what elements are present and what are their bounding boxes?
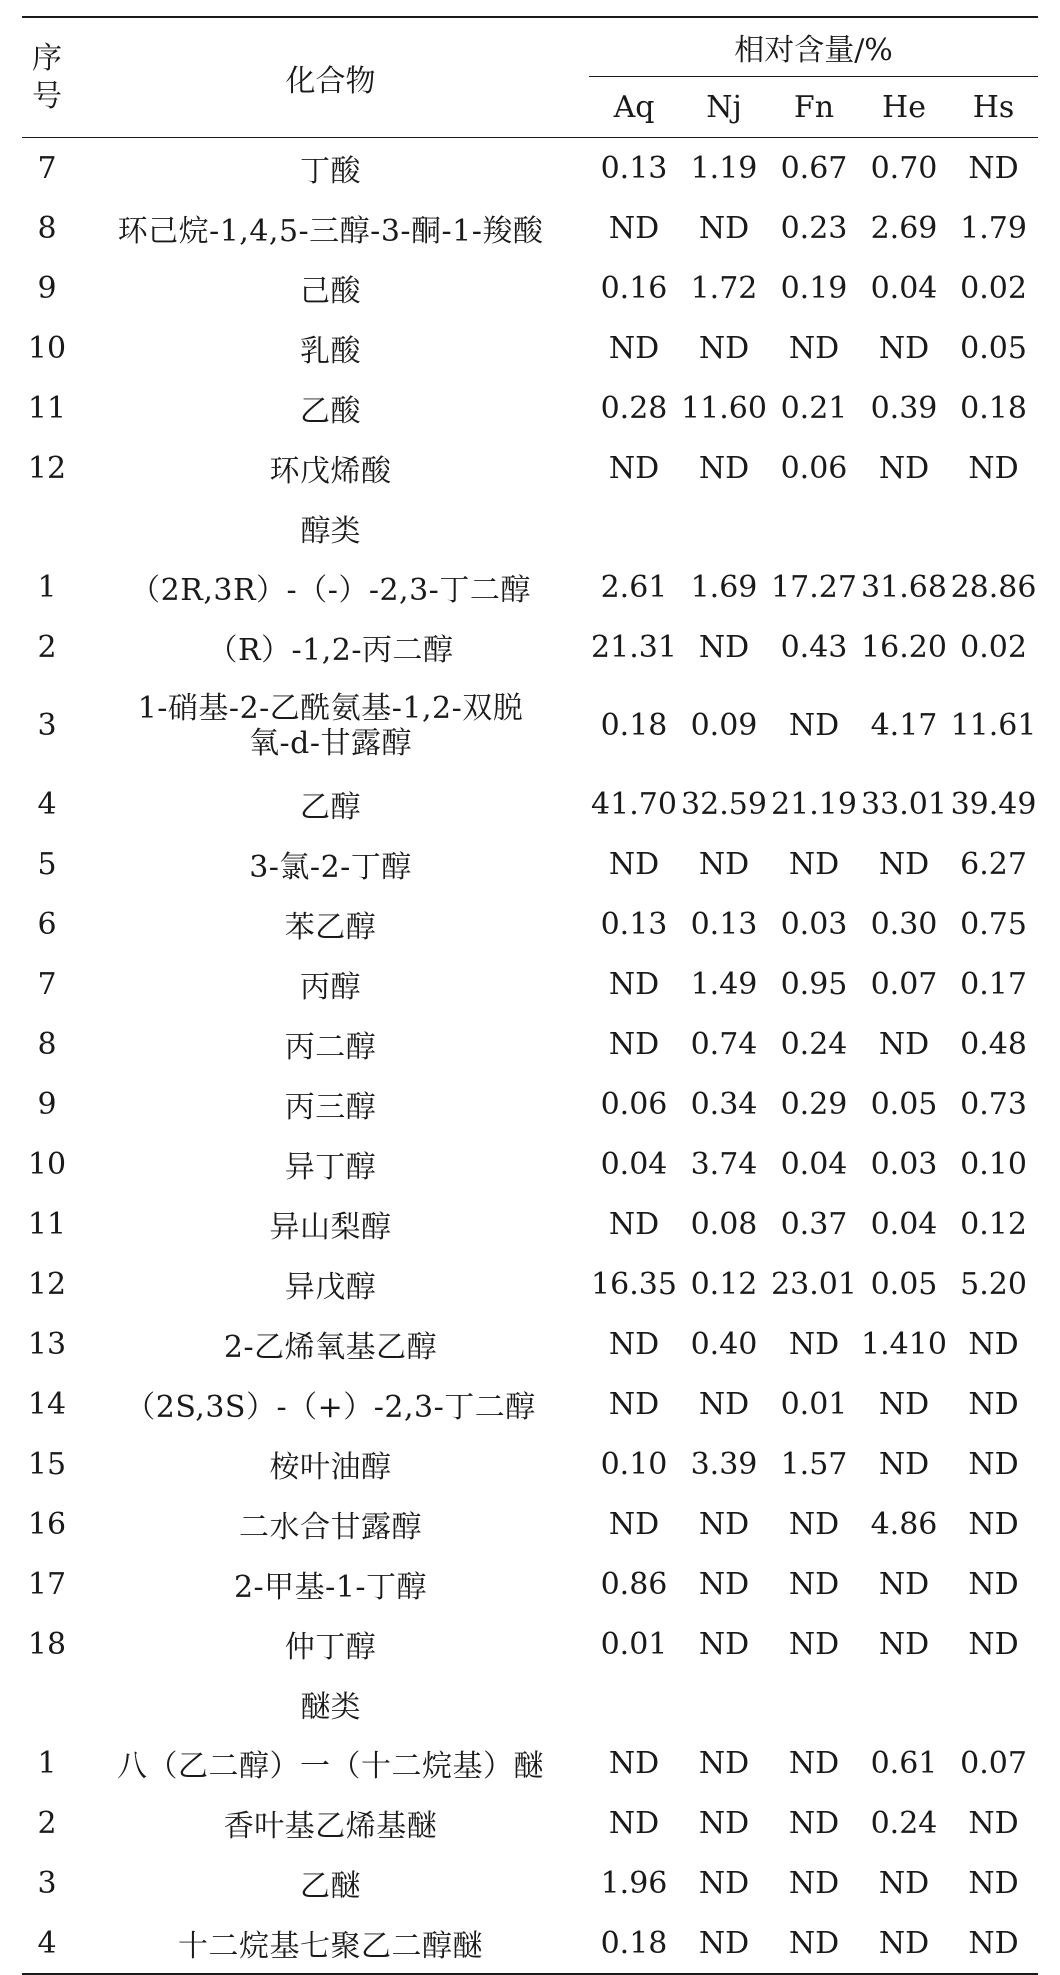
compound-cell: 乙醚 [300,1869,361,1904]
group-label: 醇类 [300,513,361,549]
seq-cell: 7 [37,966,57,1002]
value-cell-aq: 16.35 [591,1266,677,1302]
value-cell-fn: ND [788,1326,840,1362]
value-cell-nj: 1.49 [690,966,758,1002]
value-cell-aq: 0.10 [600,1446,668,1482]
value-cell-fn: 0.67 [780,150,848,186]
value-cell-fn: ND [788,708,840,743]
value-cell-fn: ND [788,1626,840,1662]
value-cell-he: ND [878,1626,930,1662]
value-cell-aq: 0.86 [600,1566,668,1602]
group-label: 醚类 [300,1689,361,1725]
value-cell-hs: ND [968,1865,1019,1901]
table-row [22,1374,1038,1434]
value-cell-nj: ND [698,1745,750,1781]
value-cell-he: 16.20 [861,629,947,665]
value-cell-fn: ND [788,1566,840,1602]
value-cell-nj: 3.74 [690,1146,758,1182]
table-row [22,258,1038,318]
value-cell-hs: ND [968,150,1019,186]
value-cell-hs: 0.17 [960,966,1027,1002]
seq-cell: 8 [37,1026,57,1062]
value-cell-nj: ND [698,1865,750,1901]
compound-cell: 仲丁醇 [284,1630,377,1665]
compound-cell: 十二烷基七聚乙二醇醚 [72,1913,589,1974]
value-cell-fn: 0.19 [780,270,848,306]
seq-cell: 6 [37,906,57,942]
seq-cell: 3 [37,1865,57,1901]
value-cell-hs: 0.18 [960,390,1027,426]
seq-cell: 10 [27,330,67,366]
compound-cell: 环戊烯酸 [269,454,392,489]
value-cell-hs: 11.61 [950,708,1037,743]
value-cell-hs: 0.73 [960,1086,1027,1122]
value-cell-he: ND [878,1386,930,1422]
group-seq-cell [22,1674,72,1733]
seq-cell: 12 [27,450,67,486]
value-cell-hs: ND [968,1326,1019,1362]
compound-cell: 苯乙醇 [284,910,377,945]
compound-header: 化合物 [72,17,589,138]
seq-cell: 9 [37,270,57,306]
value-cell-fn: 0.23 [780,210,848,246]
relative-content-table [22,16,1038,1975]
value-cell-hs: ND [968,1805,1019,1841]
compound-cell: （R）-1,2-丙二醇 [207,633,454,668]
compound-cell: 3-氯-2-丁醇 [249,850,412,885]
value-cell-hs: 0.02 [960,270,1027,306]
table-row [22,1134,1038,1194]
table-row [22,1194,1038,1254]
value-cell-nj: ND [698,1805,750,1841]
value-cell-fn: ND [788,1506,840,1542]
value-cell-aq: ND [608,1386,660,1422]
group-row [22,498,1038,557]
value-cell-nj: ND [698,1506,750,1542]
value-cell-fn: 0.01 [780,1386,848,1422]
value-cell-fn: ND [788,846,840,882]
table-body [22,138,1038,1975]
value-cell-fn: 0.29 [780,1086,848,1122]
table-row [22,1733,1038,1793]
value-cell-nj: ND [698,450,750,486]
value-cell-nj: 1.72 [690,270,758,306]
table-row [22,198,1038,258]
value-cell-nj: 0.74 [690,1026,758,1062]
value-cell-he: ND [878,846,930,882]
table-row [22,318,1038,378]
value-cell-hs: 5.20 [960,1266,1027,1302]
table-row [22,1494,1038,1554]
compound-cell: （2S,3S）-（+）-2,3-丁二醇 [125,1390,536,1425]
value-cell-hs: 0.07 [960,1745,1027,1781]
content-header: 相对含量/% [589,17,1038,77]
seq-cell: 17 [27,1566,67,1602]
value-cell-he: ND [878,1865,930,1901]
value-cell-nj: ND [698,846,750,882]
value-cell-he: 0.30 [870,906,938,942]
table-row [22,1853,1038,1913]
seq-cell: 2 [37,1805,57,1841]
value-cell-he: ND [878,1566,930,1602]
seq-cell: 13 [27,1326,67,1362]
sample-header-hs: Hs [949,77,1038,138]
compound-cell: 乙酸 [300,394,361,429]
value-cell-he: 0.05 [870,1266,938,1302]
value-cell-he: 0.04 [870,1206,938,1242]
table-row [22,438,1038,498]
value-cell-hs: 1.79 [960,210,1027,246]
value-cell-fn: 0.03 [780,906,848,942]
compound-cell: 二水合甘露醇 [239,1510,422,1545]
value-cell-hs: ND [968,1446,1019,1482]
value-cell-nj: 3.39 [690,1446,758,1482]
compound-cell: 八（乙二醇）一（十二烷基）醚 [117,1749,544,1784]
table-row [22,557,1038,617]
value-cell-aq: 0.28 [600,390,668,426]
value-cell-aq: ND [608,330,660,366]
value-cell-hs: 28.86 [950,569,1037,605]
value-cell-nj: ND [679,1913,769,1974]
seq-cell: 1 [37,1745,57,1781]
sample-header-aq: Aq [589,77,679,138]
value-cell-aq: 0.01 [600,1626,668,1662]
group-seq-cell [22,498,72,557]
value-cell-fn: 0.21 [780,390,848,426]
value-cell-aq: 41.70 [591,786,677,822]
value-cell-fn: 0.24 [780,1026,848,1062]
compound-cell: （2R,3R）-（-）-2,3-丁二醇 [130,573,531,608]
compound-cell: 己酸 [300,274,361,309]
value-cell-hs: 0.05 [960,330,1027,366]
seq-cell: 4 [37,786,57,822]
table-row [22,1554,1038,1614]
value-cell-aq: 21.31 [591,629,677,665]
value-cell-fn: 21.19 [771,786,857,822]
value-cell-aq: 0.13 [600,150,668,186]
value-cell-he: ND [878,450,930,486]
value-cell-aq: ND [608,210,660,246]
value-cell-fn: 0.37 [780,1206,848,1242]
value-cell-fn: 1.57 [780,1446,848,1482]
value-cell-fn: 17.27 [771,569,857,605]
value-cell-hs: 0.75 [960,906,1027,942]
value-cell-nj: ND [698,1566,750,1602]
value-cell-hs: ND [949,1913,1038,1974]
sample-header-nj: Nj [679,77,769,138]
table-row [22,1014,1038,1074]
value-cell-he: ND [878,1446,930,1482]
value-cell-hs: ND [968,1626,1019,1662]
seq-cell: 12 [27,1266,67,1302]
compound-cell: 丙醇 [300,970,361,1005]
table-row [22,1074,1038,1134]
group-empty-cell [589,498,1038,557]
value-cell-aq: ND [608,1326,660,1362]
value-cell-he: ND [878,330,930,366]
value-cell-he: 0.24 [870,1805,938,1841]
value-cell-nj: ND [698,1626,750,1662]
value-cell-hs: ND [968,1506,1019,1542]
value-cell-hs: 0.02 [960,629,1027,665]
compound-cell: 2-甲基-1-丁醇 [233,1570,428,1605]
value-cell-nj: ND [698,629,750,665]
value-cell-aq: ND [608,1506,660,1542]
value-cell-hs: 0.12 [960,1206,1027,1242]
value-cell-aq: 0.18 [589,1913,679,1974]
value-cell-aq: ND [608,1026,660,1062]
value-cell-he: 0.05 [870,1086,938,1122]
value-cell-he: ND [878,1026,930,1062]
value-cell-aq: 0.04 [600,1146,668,1182]
seq-cell: 7 [37,150,57,186]
compound-cell: 丁酸 [300,154,361,189]
table-row [22,894,1038,954]
seq-cell: 15 [27,1446,67,1482]
seq-cell: 8 [37,210,57,246]
value-cell-fn: ND [769,1913,859,1974]
table-row [22,617,1038,677]
table-row [22,774,1038,834]
seq-cell: 2 [37,629,57,665]
value-cell-nj: 11.60 [681,390,767,426]
seq-cell: 14 [27,1386,67,1422]
value-cell-aq: 0.06 [600,1086,668,1122]
value-cell-nj: 1.19 [690,150,758,186]
sample-header-he: He [859,77,949,138]
seq-cell: 11 [27,390,67,426]
value-cell-fn: 23.01 [771,1266,857,1302]
compound-cell: 丙三醇 [284,1090,377,1125]
seq-cell: 16 [27,1506,67,1542]
seq-cell: 18 [27,1626,67,1662]
table-row [22,677,1038,774]
table-row [22,1434,1038,1494]
compound-cell: 异戊醇 [284,1270,377,1305]
value-cell-nj: 0.40 [690,1326,758,1362]
group-row [22,1674,1038,1733]
value-cell-fn: ND [788,1745,840,1781]
compound-cell: 2-乙烯氧基乙醇 [223,1330,438,1365]
value-cell-aq: 1.96 [600,1865,668,1901]
table-row [22,1614,1038,1674]
value-cell-he: 0.70 [870,150,938,186]
value-cell-aq: ND [608,450,660,486]
sample-header-fn: Fn [769,77,859,138]
seq-cell: 5 [37,846,57,882]
value-cell-nj: 0.09 [690,708,758,743]
group-empty-cell [589,1674,1038,1733]
value-cell-nj: 32.59 [681,786,767,822]
compound-cell: 丙二醇 [284,1030,377,1065]
value-cell-fn: 0.43 [780,629,848,665]
value-cell-aq: ND [608,846,660,882]
value-cell-hs: ND [968,450,1019,486]
seq-cell: 3 [37,708,57,743]
value-cell-he: 2.69 [870,210,938,246]
value-cell-nj: 0.12 [690,1266,758,1302]
value-cell-he: 0.07 [870,966,938,1002]
value-cell-he: 1.410 [861,1326,947,1362]
value-cell-aq: 0.16 [600,270,668,306]
value-cell-nj: ND [698,1386,750,1422]
value-cell-nj: 1.69 [690,569,758,605]
compound-cell: 1-硝基-2-乙酰氨基-1,2-双脱氧-d-甘露醇 [137,690,524,761]
table-row [22,378,1038,438]
seq-cell: 1 [37,569,57,605]
seq-cell: 9 [37,1086,57,1122]
table-row [22,1254,1038,1314]
table-row [22,954,1038,1014]
value-cell-nj: ND [698,330,750,366]
value-cell-he: 0.61 [870,1745,938,1781]
value-cell-he: 4.17 [870,708,938,743]
table-row [22,1314,1038,1374]
table-row [22,138,1038,199]
value-cell-he: 4.86 [870,1506,938,1542]
value-cell-hs: 0.10 [960,1146,1027,1182]
value-cell-aq: ND [608,966,660,1002]
value-cell-hs: 39.49 [950,786,1037,822]
table-row [22,1913,1038,1974]
value-cell-hs: 6.27 [960,846,1027,882]
compound-cell: 异丁醇 [284,1150,377,1185]
value-cell-aq: ND [608,1206,660,1242]
value-cell-nj: ND [698,210,750,246]
seq-cell: 4 [22,1913,72,1974]
seq-header: 序号 [22,17,72,138]
compound-cell: 乙醇 [300,790,361,825]
value-cell-he: 0.04 [870,270,938,306]
compound-cell: 桉叶油醇 [269,1450,392,1485]
value-cell-aq: 0.18 [600,708,668,743]
value-cell-aq: ND [608,1805,660,1841]
seq-cell: 10 [27,1146,67,1182]
value-cell-fn: ND [788,1805,840,1841]
compound-cell: 异山梨醇 [269,1210,392,1245]
value-cell-he: 33.01 [861,786,947,822]
value-cell-he: 0.03 [870,1146,938,1182]
header-row-1 [22,17,1038,77]
value-cell-fn: ND [788,330,840,366]
compound-cell: 环己烷-1,4,5-三醇-3-酮-1-羧酸 [117,214,544,249]
value-cell-fn: 0.04 [780,1146,848,1182]
value-cell-he: 0.39 [870,390,938,426]
table-row [22,834,1038,894]
value-cell-hs: ND [968,1566,1019,1602]
seq-cell: 11 [27,1206,67,1242]
compound-cell: 乳酸 [300,334,361,369]
value-cell-nj: 0.13 [690,906,758,942]
value-cell-hs: ND [968,1386,1019,1422]
table-row [22,1793,1038,1853]
value-cell-aq: ND [608,1745,660,1781]
value-cell-he: 31.68 [861,569,947,605]
value-cell-hs: 0.48 [960,1026,1027,1062]
value-cell-nj: 0.08 [690,1206,758,1242]
value-cell-fn: ND [788,1865,840,1901]
value-cell-he: ND [859,1913,949,1974]
value-cell-nj: 0.34 [690,1086,758,1122]
value-cell-fn: 0.06 [780,450,848,486]
value-cell-fn: 0.95 [780,966,848,1002]
compound-cell: 香叶基乙烯基醚 [223,1809,438,1844]
value-cell-aq: 2.61 [600,569,668,605]
value-cell-aq: 0.13 [600,906,668,942]
